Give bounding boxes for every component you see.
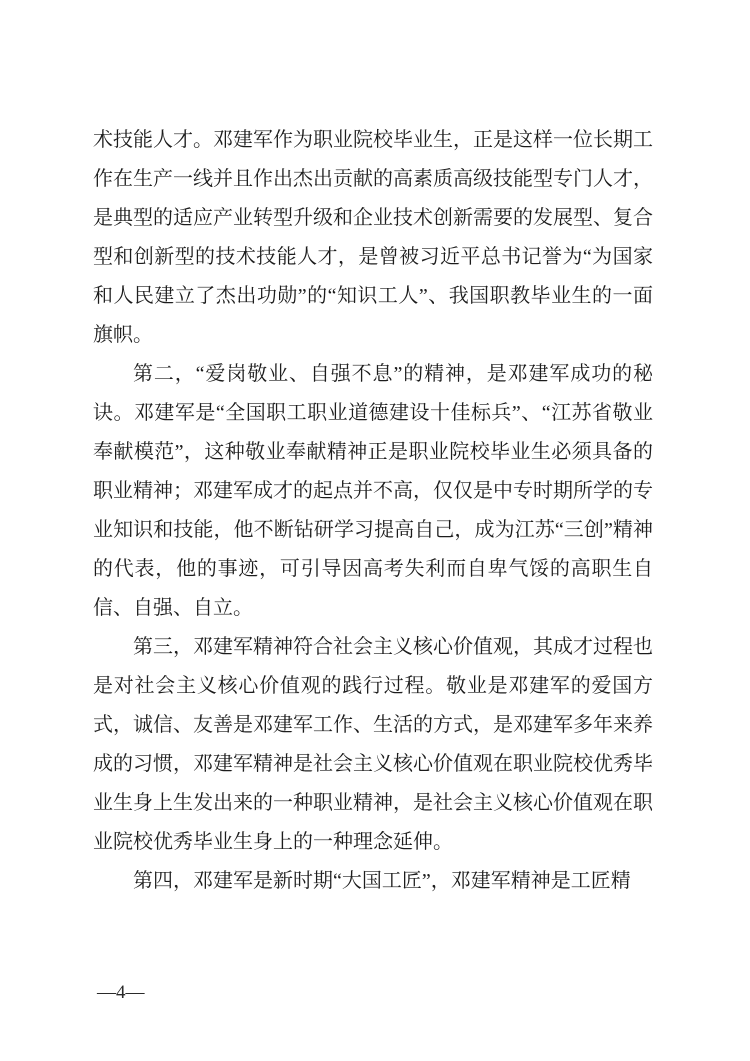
paragraph-third-point: 第三，邓建军精神符合社会主义核心价值观，其成才过程也是对社会主义核心价值观的践行过程。敬业是邓建军的爱国方式，诚信、友善是邓建军工作、生活的方式，是邓建军多年来养成的习惯，邓建军精神是社会主义核心价值观在职业院校优秀毕业生身上生发出来的一种职业精神，是社会主义核心价值观在职业院校优秀毕业生身上的一种理念延伸。 — [93, 636, 653, 853]
paragraph-fourth-point: 第四，邓建军是新时期“大国工匠”，邓建军精神是工匠精 — [133, 870, 631, 892]
paragraph-second-point: 第二，“爱岗敬业、自强不息”的精神，是邓建军成功的秘诀。邓建军是“全国职工职业道德建设十佳标兵”、“江苏省敬业奉献模范”，这种敬业奉献精神正是职业院校毕业生必须具备的职业精神；邓建军成才的起点并不高，仅仅是中专时期所学的专业知识和技能，他不断钻研学习提高自己，成为江苏“三创”精神的代表，他的事迹，可引导因高考失利而自卑气馁的高职生自信、自强、自立。 — [93, 363, 653, 619]
paragraph-continuation: 术技能人才。邓建军作为职业院校毕业生，正是这样一位长期工作在生产一线并且作出杰出贡献的高素质高级技能型专门人才，是典型的适应产业转型升级和企业技术创新需要的发展型、复合型和创新型的技术技能人才，是曾被习近平总书记誉为“为国家和人民建立了杰出功勋”的“知识工人”、我国职教毕业生的一面旗帜。 — [93, 129, 653, 346]
page-number: —4— — [97, 982, 145, 1003]
document-body — [93, 121, 653, 901]
